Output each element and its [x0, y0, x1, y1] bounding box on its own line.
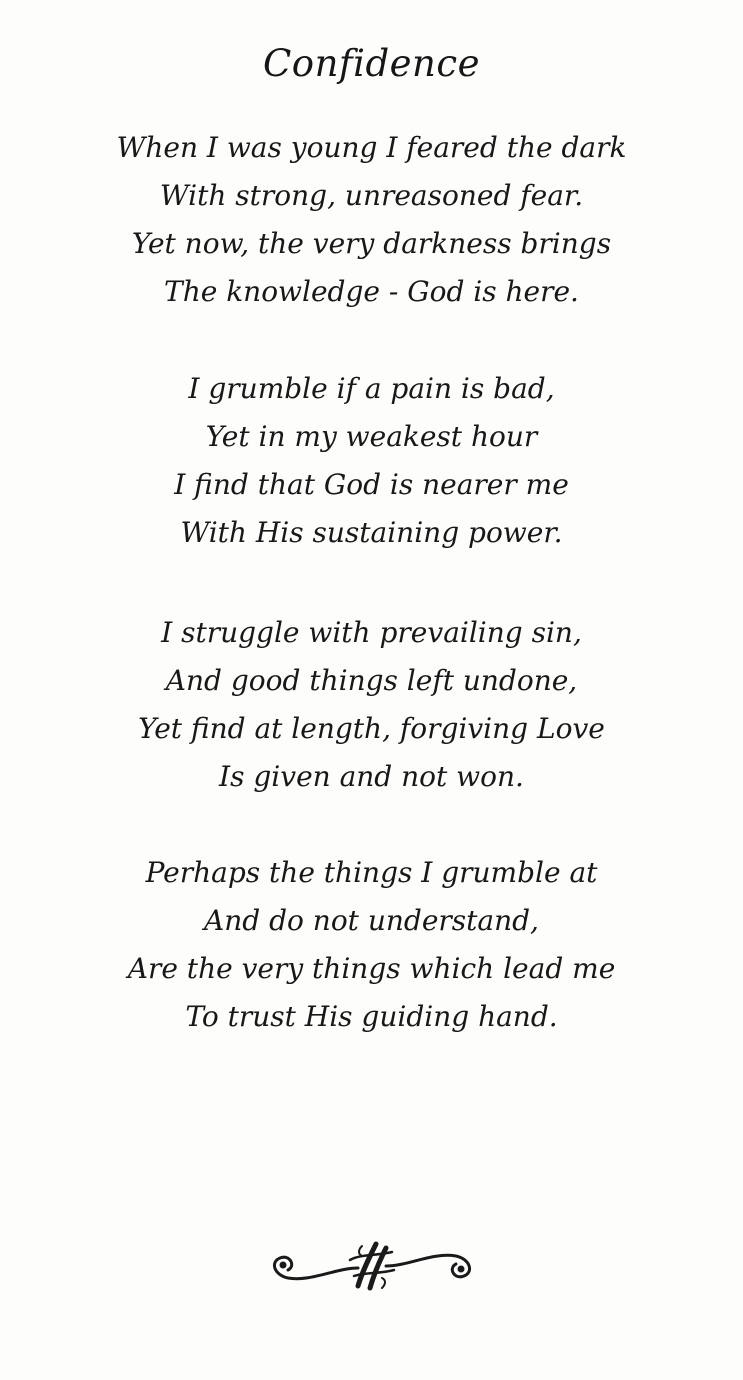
- flourish-divider-icon: [266, 1238, 478, 1296]
- stanza: [0, 609, 743, 801]
- stanza: [0, 849, 743, 1041]
- poem-line: I struggle with prevailing sin,: [161, 616, 582, 649]
- poem-line: And do not understand,: [204, 904, 539, 937]
- poem-line: And good things left undone,: [165, 664, 578, 697]
- poem-line: I grumble if a pain is bad,: [188, 372, 555, 405]
- stanza: [0, 124, 743, 316]
- poem-line: When I was young I feared the dark: [116, 131, 627, 164]
- stanza: [0, 365, 743, 557]
- poem-line: I find that God is nearer me: [174, 468, 569, 501]
- poem-line: With His sustaining power.: [180, 516, 563, 549]
- poem-line: Perhaps the things I grumble at: [145, 856, 598, 889]
- poem-line: The knowledge - God is here.: [164, 275, 579, 308]
- poem-line: Are the very things which lead me: [127, 952, 616, 985]
- poem-title: Confidence: [263, 42, 480, 85]
- poem-line: Yet in my weakest hour: [205, 420, 538, 453]
- poem-line: To trust His guiding hand.: [185, 1000, 558, 1033]
- poem-line: Yet now, the very darkness brings: [131, 227, 612, 260]
- poem-line: Is given and not won.: [219, 760, 524, 793]
- poem-line: Yet find at length, forgiving Love: [138, 712, 605, 745]
- poem-line: With strong, unreasoned fear.: [159, 179, 584, 212]
